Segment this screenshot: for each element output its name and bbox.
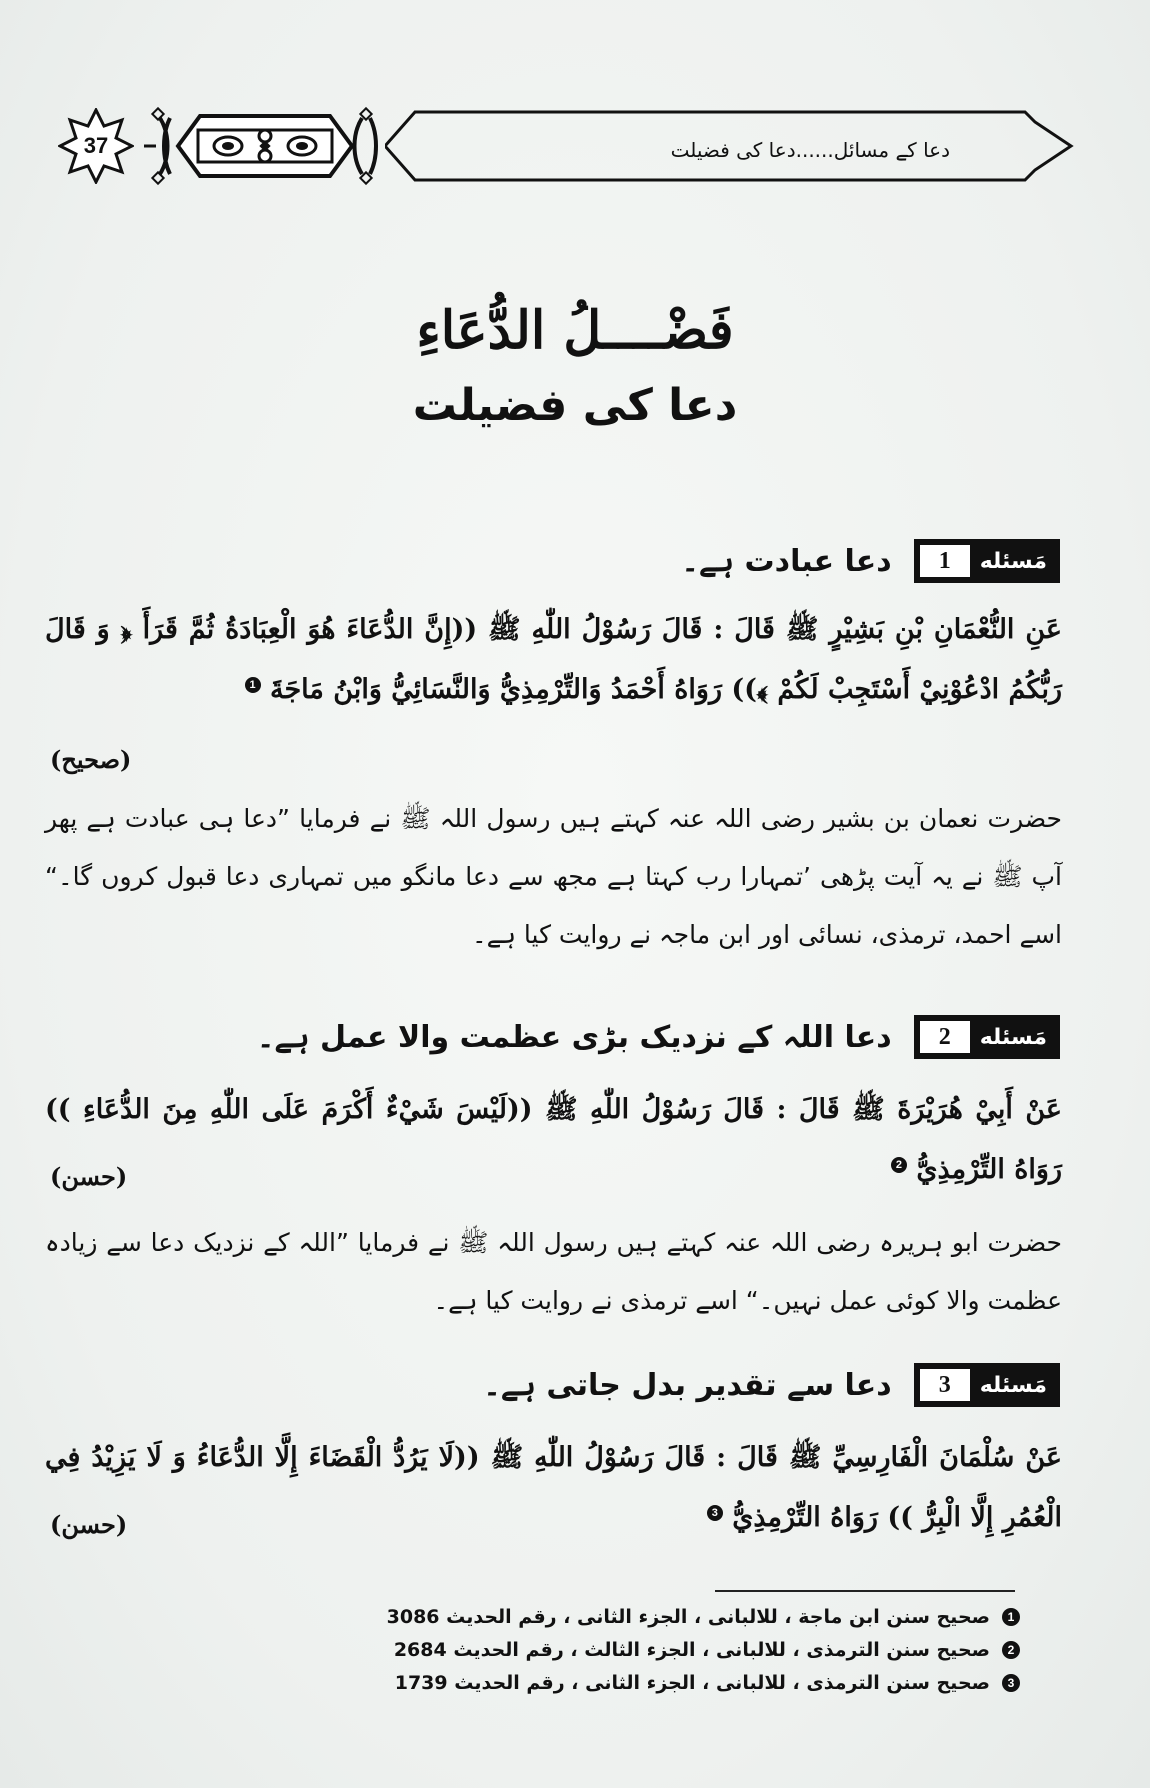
footnote-ref: 2 [891,1157,907,1173]
hadith-grade-3: (حسن) [50,1510,128,1539]
masala-number: 1 [920,545,970,577]
running-title: دعا کے مسائل......دعا کی فضیلت [670,138,950,162]
footnote-item [387,1666,1020,1699]
page-number: 37 [83,133,109,158]
hadith-arabic-1 [45,600,1062,720]
masala-number: 2 [920,1021,970,1053]
hadith-text: عَنْ أَبِيْ هُرَيْرَةَ ﷺ قَالَ : قَالَ رَسُوْلُ اللّٰهِ ﷺ ((لَيْسَ شَيْءٌ أَكْرَمَ عَلَى اللّٰهِ مِنَ الدُّعَاءِ )) رَوَاهُ التِّرْمِذِيُّ [45,1094,1062,1185]
masala-badge [914,1363,1060,1407]
footnotes [387,1600,1020,1699]
hadith-text: عَنِ النُّعْمَانِ بْنِ بَشِيْرٍ ﷺ قَالَ : قَالَ رَسُوْلُ اللّٰهِ ﷺ ((إِنَّ الدُّعَاءَ هُوَ الْعِبَادَةُ ثُمَّ قَرَأَ ﴿ وَ قَالَ رَبُّكُمُ ادْعُوْنِيْ أَسْتَجِبْ لَكُمْ ﴾)) رَوَاهُ أَحْمَدُ وَالتِّرْمِذِيُّ وَالنَّسَائِيُّ وَابْنُ مَاجَةَ [45,614,1062,705]
footnote-marker: 1 [1002,1608,1020,1626]
hadith-grade-2: (حسن) [50,1162,128,1191]
masala-badge [914,1015,1060,1059]
masala-number: 3 [920,1369,970,1401]
hadith-arabic-2 [45,1080,1062,1200]
footnote-ref: 1 [245,677,261,693]
footnote-item [387,1633,1020,1666]
footnote-text: صحيح سنن ابن ماجة ، للالبانى ، الجزء الثانى ، رقم الحديث 3086 [386,1605,990,1628]
footnote-marker: 2 [1002,1641,1020,1659]
masala-title: دعا عبادت ہے۔ [681,543,892,579]
hadith-arabic-3 [45,1428,1062,1548]
chapter-title-urdu: دعا کی فضیلت [412,380,738,431]
footnote-marker: 3 [1002,1674,1020,1692]
masala-label: مَسئله [979,548,1047,574]
footnote-item [387,1600,1020,1633]
page-header [40,100,1070,190]
footnote-text: صحيح سنن الترمذى ، للالبانى ، الجزء الثالث ، رقم الحديث 2684 [393,1638,990,1661]
translation-urdu-2: حضرت ابو ہریرہ رضی اللہ عنہ کہتے ہیں رسول اللہ ﷺ نے فرمایا ”اللہ کے نزدیک دعا سے زیادہ عظمت والا کوئی عمل نہیں۔“ اسے ترمذی نے روایت کیا ہے۔ [45,1228,1062,1315]
masala-heading-2 [257,1016,1060,1058]
masala-badge [914,539,1060,583]
hadith-text: عَنْ سُلْمَانَ الْفَارِسِيِّ ﷺ قَالَ : قَالَ رَسُوْلُ اللّٰهِ ﷺ ((لَا يَرُدُّ الْقَضَاءَ إِلَّا الدُّعَاءُ وَ لَا يَزِيْدُ فِي الْعُمُرِ إِلَّا الْبِرُّ )) رَوَاهُ التِّرْمِذِيُّ [45,1442,1062,1533]
masala-title: دعا سے تقدیر بدل جاتی ہے۔ [483,1367,892,1403]
masala-title: دعا اللہ کے نزدیک بڑی عظمت والا عمل ہے۔ [256,1019,892,1055]
masala-heading-1 [681,540,1060,582]
footnote-ref: 3 [707,1505,723,1521]
chapter-title-arabic: فَضْــــلُ الدُّعَاءِ [416,300,734,361]
translation-urdu-1: حضرت نعمان بن بشیر رضی اللہ عنہ کہتے ہیں رسول اللہ ﷺ نے فرمایا ”دعا ہی عبادت ہے پھر آپ ﷺ نے یہ آیت پڑھی ’تمہارا رب کہتا ہے مجھ سے دعا مانگو میں تمہاری دعا قبول کروں گا۔“ اسے احمد، ترمذی، نسائی اور ابن ماجہ نے روایت کیا ہے۔ [45,804,1062,949]
masala-label: مَسئله [979,1024,1047,1050]
footnote-divider [715,1590,1015,1592]
footnote-text: صحيح سنن الترمذى ، للالبانى ، الجزء الثانى ، رقم الحديث 1739 [394,1671,990,1694]
masala-label: مَسئله [979,1372,1047,1398]
hadith-grade-1: (صحيح) [50,745,132,774]
ornament-icon [140,104,390,188]
masala-heading-3 [483,1364,1060,1406]
